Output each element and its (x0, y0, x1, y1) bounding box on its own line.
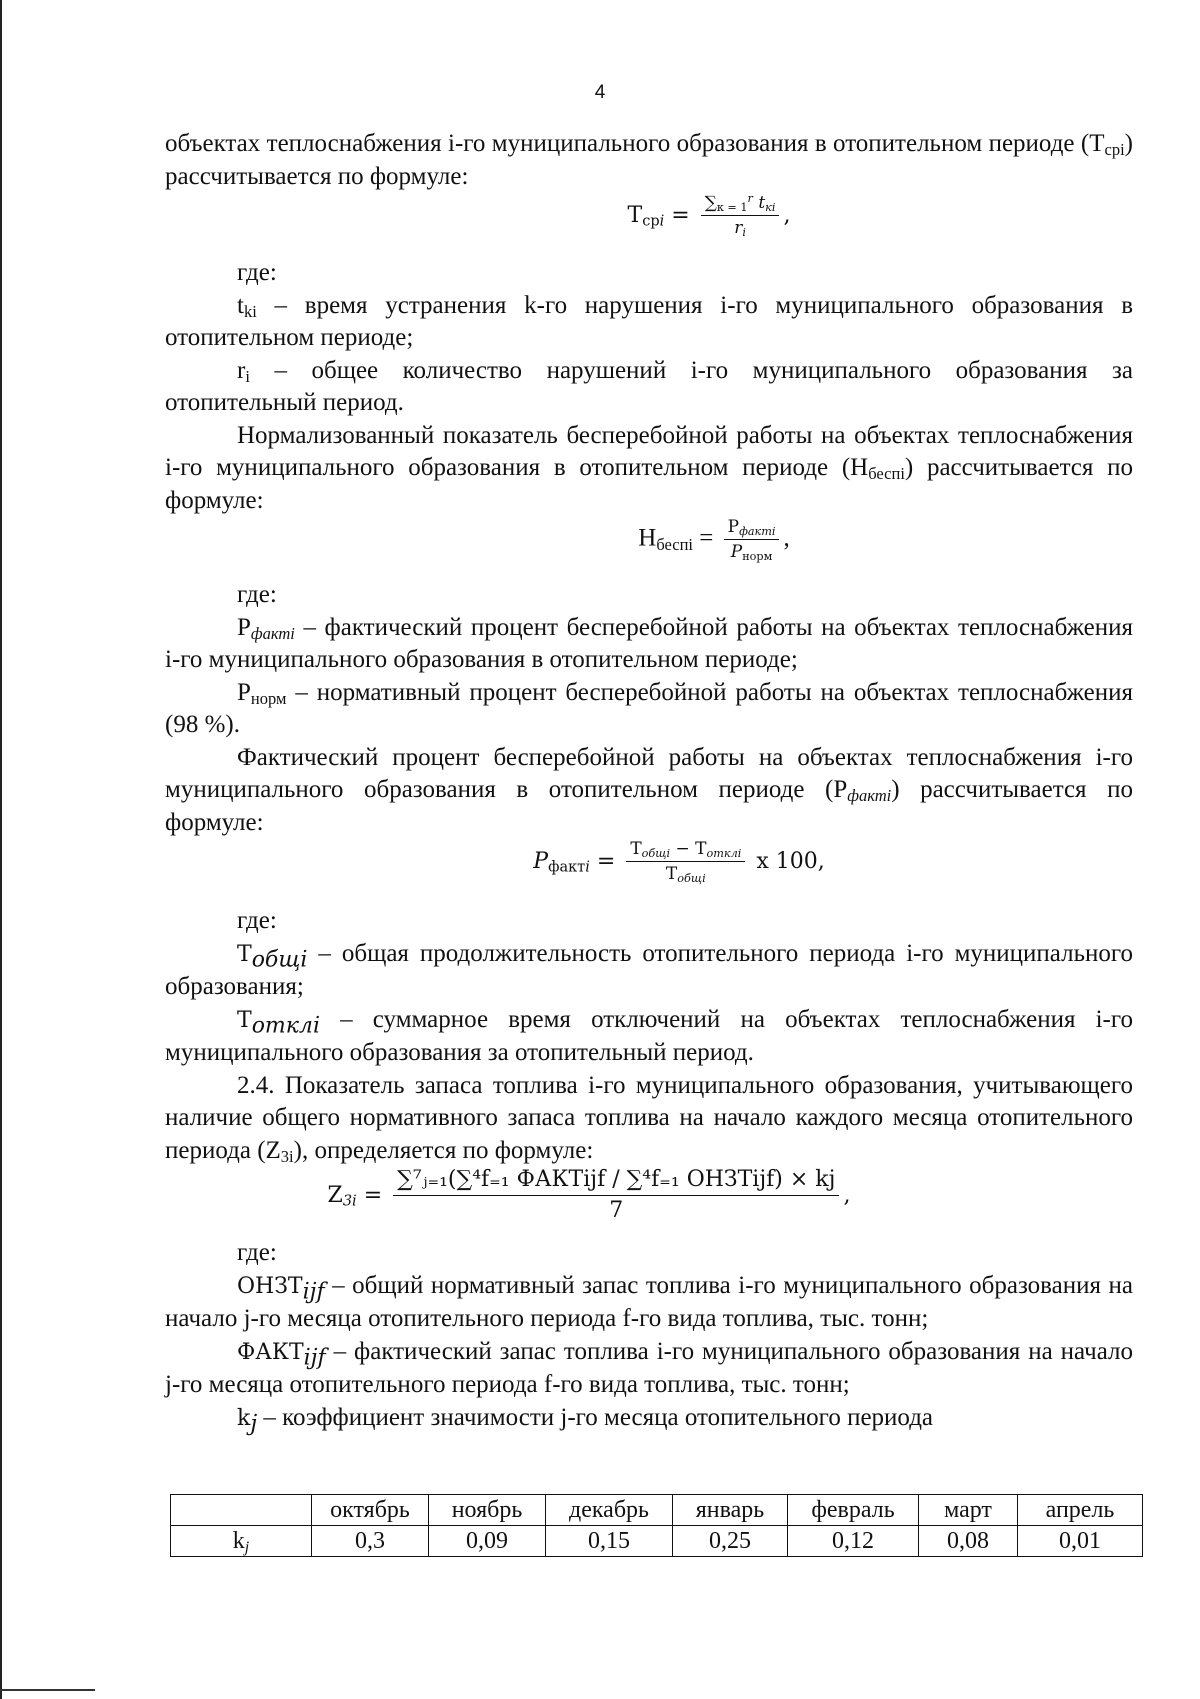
table-header-cell (171, 1495, 312, 1526)
formula-multiplier: x 100, (756, 848, 825, 874)
page-number: 4 (594, 82, 606, 103)
table-cell: 0,15 (546, 1526, 673, 1557)
fraction (626, 839, 745, 885)
table-cell: 0,08 (919, 1526, 1018, 1557)
formula-lhs-sub: 3i (342, 1193, 357, 1210)
formula-lhs-sub: беспi (656, 534, 693, 554)
table-header-cell: январь (673, 1495, 788, 1526)
paragraph-fuel-stock (165, 1070, 1133, 1168)
definition-tokl (165, 1004, 1133, 1070)
variable-t: t (758, 193, 766, 213)
term-sub: ijf (302, 1279, 325, 1304)
definition-onzt (165, 1270, 1133, 1336)
definition-text: – общий нормативный запас топлива i-го муниципального образования на начало j-го месяца отопительного периода f-го вида топлива, тыс. тонн; (165, 1271, 1133, 1332)
definition-text: – нормативный процент бесперебойной работы на объектах теплоснабжения (98 %). (165, 678, 1133, 738)
variable-t: T (665, 864, 678, 885)
paragraph-text: Фактический процент бесперебойной работы на объектах теплоснабжения i-го муниципального образования в отопительном периоде (P (165, 743, 1133, 803)
formula-lhs-sub: cp (642, 213, 660, 230)
definition-text: – время устранения k-го нарушения i-го муниципального образования в отопительном периоде; (165, 291, 1133, 351)
formula-nbesp (165, 517, 1133, 579)
formula-tcp (165, 193, 1133, 257)
table-row (171, 1526, 1143, 1557)
fraction (393, 1167, 839, 1225)
definition-kj (165, 1402, 1133, 1436)
table-cell: 0,01 (1018, 1526, 1143, 1557)
formula-lhs-sub: факт (548, 859, 586, 876)
term: T (237, 1007, 252, 1033)
table-row-label (171, 1526, 312, 1557)
equals-sign: = (699, 524, 714, 552)
term: P (237, 613, 251, 641)
formula-lhs: T (627, 202, 643, 228)
formula-lhs: Н (638, 524, 657, 552)
paragraph-normalized (165, 420, 1133, 518)
left-margin-rule (0, 0, 2, 1699)
term: ФАКТ (237, 1339, 304, 1365)
row-label-sub: j (244, 1538, 250, 1556)
where-label: где: (237, 1239, 277, 1266)
paragraph-actual-percent (165, 742, 1133, 840)
where-label: где: (237, 581, 277, 608)
table-cell: 0,3 (312, 1526, 429, 1557)
where-label: где: (237, 259, 277, 286)
equals-sign: = (596, 848, 616, 874)
table-header-cell: ноябрь (429, 1495, 546, 1526)
formula-comma: , (783, 202, 791, 228)
definition-tki (165, 290, 1133, 355)
variable-t: T (630, 839, 642, 859)
paragraph-text: объектах теплоснабжения i-го муниципального образования в отопительном периоде (T (165, 130, 1105, 157)
equals-sign: = (363, 1182, 383, 1208)
formula-pfakt (165, 839, 1133, 905)
formula-comma: , (843, 1182, 851, 1208)
minus-sign: − (670, 839, 696, 859)
paragraph-text-end: ), определяется по формуле: (293, 1136, 594, 1164)
variable-p-sub: фактi (739, 524, 776, 538)
definition-text: – фактический процент бесперебойной работы на объектах теплоснабжения i-го муниципального образования в отопительном периоде; (165, 613, 1133, 673)
fraction (701, 193, 780, 239)
term: t (237, 291, 244, 319)
term: r (237, 356, 246, 384)
variable-t-sub: общi (641, 846, 671, 860)
fraction-denominator: 7 (609, 1198, 624, 1224)
fraction-numerator: ∑⁷ⱼ₌₁(∑⁴f₌₁ ФАКТijf / ∑⁴f₌₁ ОНЗТijf) × kj (393, 1167, 839, 1196)
table-header-cell: октябрь (312, 1495, 429, 1526)
term: k (237, 1405, 251, 1431)
definition-fakt (165, 1336, 1133, 1402)
fraction-numerator (724, 517, 780, 540)
sum-upper: r (747, 191, 753, 205)
paragraph-text: Нормализованный показатель бесперебойной работы на объектах теплоснабжения i-го муниципального образования в отопительном периоде (Н (165, 421, 1133, 481)
formula-lhs: P (533, 848, 549, 874)
formula-lhs: Z (327, 1182, 343, 1208)
term-sub: фактi (250, 623, 295, 643)
variable-t-sub: общi (677, 872, 706, 886)
document-body (165, 128, 1133, 1435)
table-header-cell: февраль (788, 1495, 919, 1526)
table-cell: 0,25 (673, 1526, 788, 1557)
table-header-cell: апрель (1018, 1495, 1143, 1526)
term-sub: ki (243, 301, 257, 321)
fraction-denominator (701, 216, 780, 238)
definition-pfakt (165, 612, 1133, 677)
definition-text: – общая продолжительность отопительного периода i-го муниципального образования; (165, 939, 1133, 1000)
variable-p-sub: норм (742, 550, 773, 564)
subscript: беспi (868, 464, 905, 484)
fraction-denominator (724, 540, 780, 562)
fraction-denominator (626, 862, 745, 884)
definition-text: – фактический запас топлива i-го муниципального образования на начало j-го месяца отопительного периода f-го вида топлива, тыс. тонн; (165, 1337, 1133, 1398)
definition-text: – коэффициент значимости j-го месяца отопительного периода (257, 1403, 934, 1431)
fraction-numerator (701, 193, 780, 216)
variable-r-sub: i (742, 226, 746, 240)
table-header-cell: март (919, 1495, 1018, 1526)
term-sub: i (245, 366, 250, 386)
definition-text: – общее количество нарушений i-го муниципального образования за отопительный период. (165, 356, 1133, 416)
paragraph-text-end: ) рассчитывается по формуле: (165, 454, 1133, 514)
definition-ri (165, 355, 1133, 420)
sum-lower: к = 1 (716, 200, 748, 214)
variable-t-sub: отклi (706, 846, 742, 860)
row-label-text: k (232, 1528, 245, 1554)
variable-p: P (730, 542, 743, 563)
where-label: где: (237, 907, 277, 934)
variable-p: P (727, 517, 740, 537)
subscript: 3i (280, 1146, 294, 1166)
paragraph-text-end: ) рассчитывается по формуле: (165, 130, 1133, 190)
subscript: фактi (847, 786, 892, 806)
paragraph-text: 2.4. Показатель запаса топлива i-го муниципального образования, учитывающего наличие общего нормативного запаса топлива на начало каждого месяца отопительного периода (Z (165, 1071, 1133, 1164)
term-sub: j (250, 1411, 258, 1436)
term: T (237, 941, 252, 967)
term: ОНЗТ (237, 1273, 303, 1299)
formula-lhs-index: i (585, 859, 590, 876)
subscript: cpi (1104, 140, 1125, 160)
definition-pnorm (165, 677, 1133, 742)
fraction (724, 517, 780, 563)
coefficient-table (170, 1494, 1143, 1557)
term-sub: отклi (251, 1013, 320, 1038)
table-cell: 0,12 (788, 1526, 919, 1557)
term-sub: норм (250, 688, 287, 708)
term-sub: ijf (303, 1345, 326, 1370)
sum-symbol: ∑ (704, 193, 717, 213)
bottom-margin-rule (0, 1689, 95, 1691)
table-cell: 0,09 (429, 1526, 546, 1557)
definition-tobsh (165, 938, 1133, 1004)
paragraph-text-end: ) рассчитывается по формуле: (165, 776, 1133, 836)
equals-sign: = (671, 202, 690, 228)
table-header-cell: декабрь (546, 1495, 673, 1526)
definition-text: – суммарное время отключений на объектах теплоснабжения i-го муниципального образования за отопительный период. (165, 1005, 1133, 1066)
term-sub: общi (251, 947, 308, 972)
variable-t-sub: кi (765, 200, 776, 214)
variable-r: r (734, 218, 743, 239)
formula-comma: , (783, 524, 790, 552)
formula-lhs-index: i (659, 213, 665, 230)
table-header-row (171, 1495, 1143, 1526)
formula-z3i (165, 1167, 1133, 1237)
paragraph-intro (165, 128, 1133, 193)
term: P (237, 678, 251, 706)
variable-t: T (695, 839, 707, 859)
fraction-numerator (626, 839, 745, 862)
